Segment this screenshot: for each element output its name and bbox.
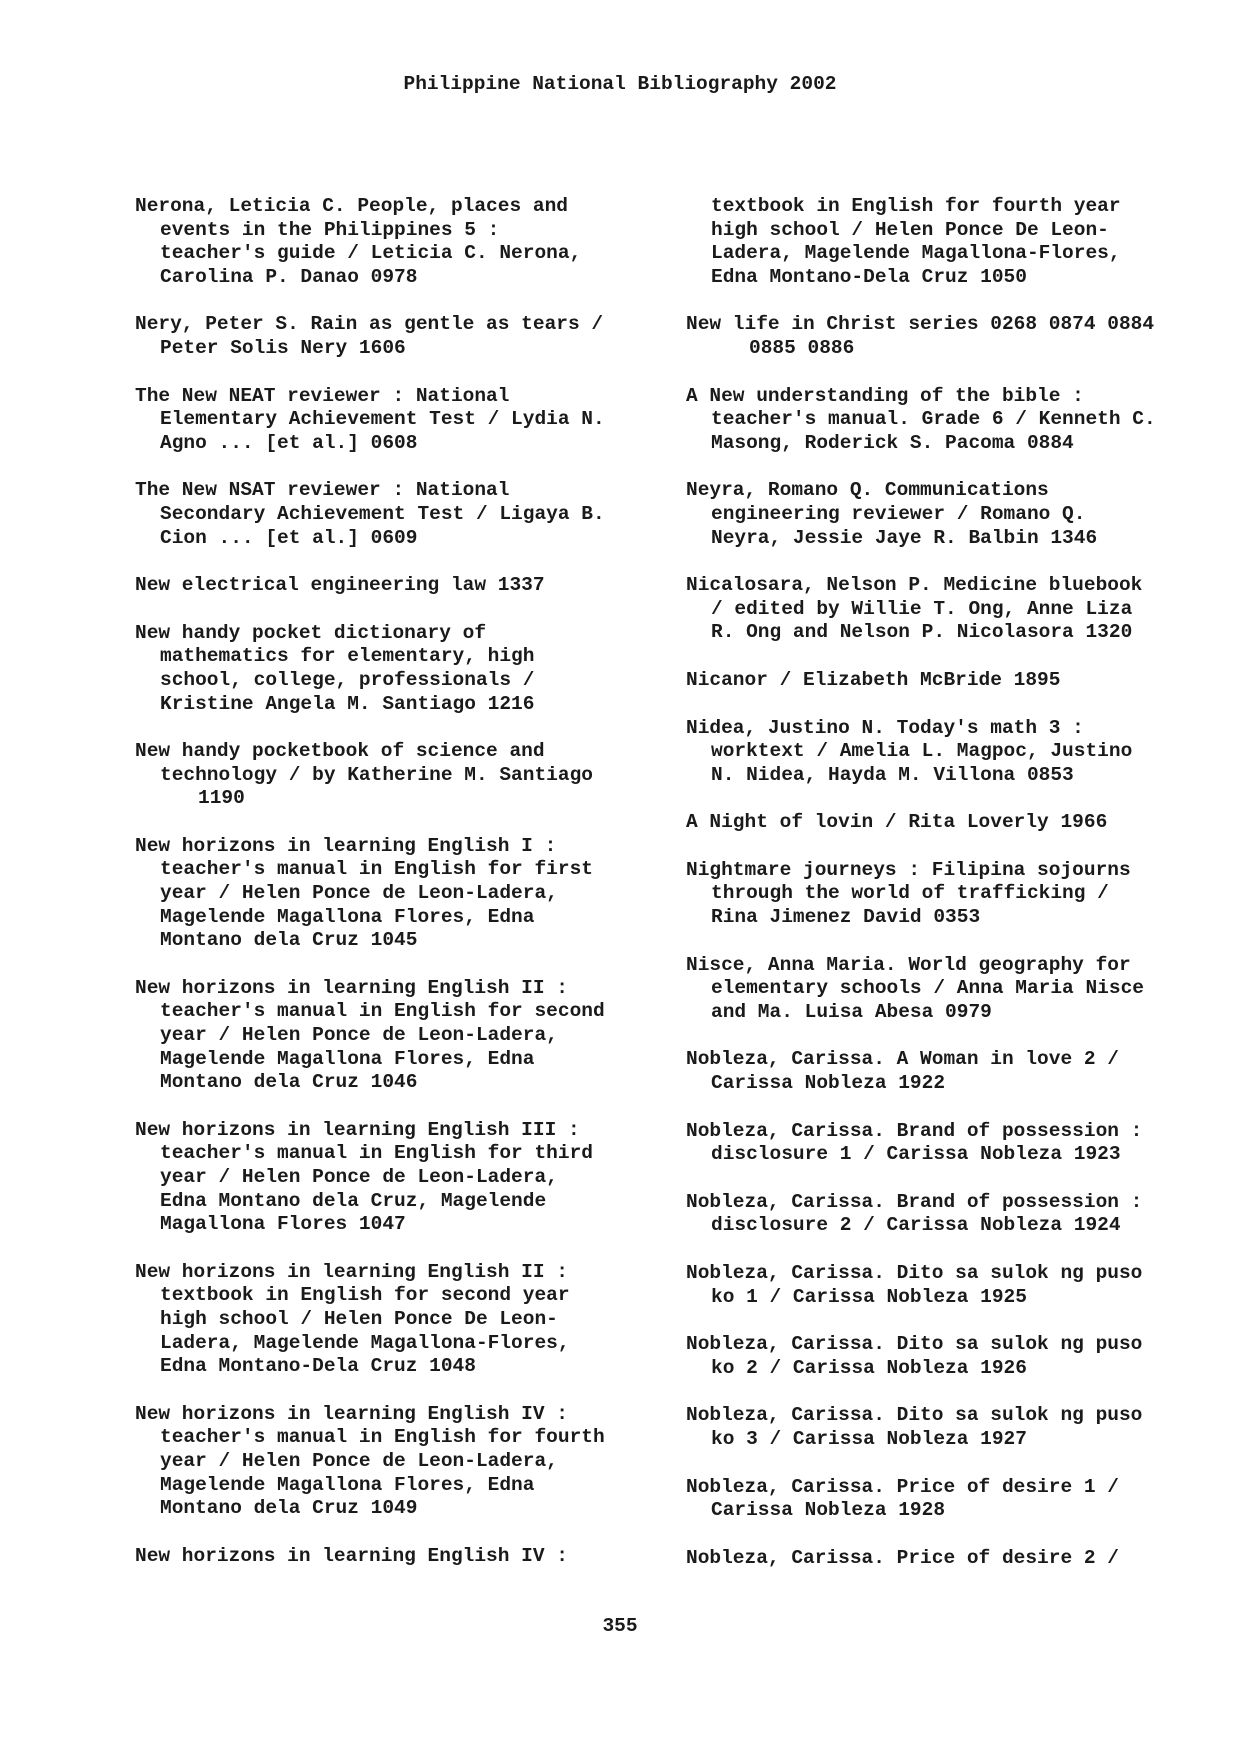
bibliography-entry [686, 1547, 1206, 1571]
entry-heading-line: A Night of lovin / Rita Loverly 1966 [686, 811, 1108, 834]
entry-line: high school / Helen Ponce De Leon- [711, 218, 1109, 241]
entry-heading-line: Nidea, Justino N. Today's math 3 : [686, 716, 1084, 739]
entry-heading-line: New handy pocket dictionary of [135, 621, 487, 644]
bibliography-entry [686, 313, 1206, 360]
entry-heading-line: New horizons in learning English II : [135, 1260, 568, 1283]
entry-line: Montano dela Cruz 1046 [160, 1071, 418, 1094]
entry-line: Rina Jimenez David 0353 [711, 906, 981, 929]
entry-line: teacher's manual. Grade 6 / Kenneth C. [711, 408, 1156, 431]
entry-heading-line: Nobleza, Carissa. Price of desire 1 / [686, 1475, 1119, 1498]
bibliography-entry [686, 385, 1206, 456]
entry-line: Montano dela Cruz 1045 [160, 929, 418, 952]
entry-heading-line: Nerona, Leticia C. People, places and [135, 195, 568, 217]
entry-heading-line: Nobleza, Carissa. Brand of possession : [686, 1119, 1143, 1142]
bibliography-entry [135, 1119, 655, 1237]
entry-heading-line: Nightmare journeys : Filipina sojourns [686, 858, 1131, 881]
entry-heading-line: New handy pocketbook of science and [135, 740, 545, 763]
bibliography-entry [135, 313, 655, 360]
right-column [686, 195, 1206, 1594]
bibliography-entry [135, 574, 655, 598]
bibliography-entry [686, 1048, 1206, 1095]
bibliography-entry [135, 1261, 655, 1379]
entry-line: technology / by Katherine M. Santiago [160, 763, 593, 786]
bibliography-entry [135, 1403, 655, 1521]
entry-line: teacher's manual in English for fourth [160, 1426, 605, 1449]
entry-line: year / Helen Ponce de Leon-Ladera, [160, 1024, 558, 1047]
entry-heading-line: Nobleza, Carissa. Dito sa sulok ng puso [686, 1404, 1143, 1427]
bibliography-entry [135, 977, 655, 1095]
entry-heading-line: Nobleza, Carissa. Brand of possession : [686, 1190, 1143, 1213]
entry-line: / edited by Willie T. Ong, Anne Liza [711, 597, 1133, 620]
entry-line: engineering reviewer / Romano Q. [711, 502, 1086, 525]
entry-line: Masong, Roderick S. Pacoma 0884 [711, 431, 1074, 454]
entry-line: Carolina P. Danao 0978 [160, 265, 418, 288]
bibliography-entry [686, 1404, 1206, 1451]
entry-heading-line: New life in Christ series 0268 0874 0884 [686, 313, 1155, 336]
entry-line: high school / Helen Ponce De Leon- [160, 1307, 558, 1330]
entry-line: ko 2 / Carissa Nobleza 1926 [711, 1356, 1027, 1379]
bibliography-entry [686, 811, 1206, 835]
entry-heading-line: Neyra, Romano Q. Communications [686, 479, 1049, 502]
entry-line: R. Ong and Nelson P. Nicolasora 1320 [711, 621, 1133, 644]
bibliography-entry [135, 195, 655, 289]
entry-line: mathematics for elementary, high [160, 645, 535, 668]
bibliography-entry [686, 859, 1206, 930]
entry-line: worktext / Amelia L. Magpoc, Justino [711, 740, 1133, 763]
entry-line: Ladera, Magelende Magallona-Flores, [711, 242, 1121, 265]
entry-line: textbook in English for second year [160, 1284, 570, 1307]
bibliography-entry [686, 1191, 1206, 1238]
entry-heading-line: Nisce, Anna Maria. World geography for [686, 953, 1131, 976]
entry-line: ko 1 / Carissa Nobleza 1925 [711, 1285, 1027, 1308]
entry-line: through the world of trafficking / [711, 882, 1109, 905]
entry-line: Edna Montano dela Cruz, Magelende [160, 1189, 547, 1212]
entry-line: disclosure 1 / Carissa Nobleza 1923 [711, 1143, 1121, 1166]
entry-line: Edna Montano-Dela Cruz 1050 [711, 265, 1027, 288]
entry-line: ko 3 / Carissa Nobleza 1927 [711, 1427, 1027, 1450]
entry-heading-line: A New understanding of the bible : [686, 384, 1084, 407]
entry-line: 0885 0886 [749, 336, 855, 359]
entry-line: year / Helen Ponce de Leon-Ladera, [160, 1166, 558, 1188]
entry-line: Magelende Magallona Flores, Edna [160, 1047, 535, 1070]
entry-line: teacher's manual in English for second [160, 1000, 605, 1023]
entry-line: Edna Montano-Dela Cruz 1048 [160, 1355, 476, 1378]
page-header-title: Philippine National Bibliography 2002 [403, 73, 837, 95]
entry-line: Magelende Magallona Flores, Edna [160, 905, 535, 928]
bibliography-entry [686, 717, 1206, 788]
bibliography-entry [135, 740, 655, 811]
entry-line: Secondary Achievement Test / Ligaya B. [160, 502, 605, 525]
entry-heading-line: New horizons in learning English IV : [135, 1402, 568, 1425]
entry-line: Neyra, Jessie Jaye R. Balbin 1346 [711, 526, 1098, 549]
entry-line: Montano dela Cruz 1049 [160, 1497, 418, 1520]
entry-heading-line: Nobleza, Carissa. Price of desire 2 / [686, 1546, 1119, 1569]
bibliography-entry [686, 1120, 1206, 1167]
entry-line: and Ma. Luisa Abesa 0979 [711, 1000, 992, 1023]
entry-heading-line: New electrical engineering law 1337 [135, 574, 545, 597]
bibliography-entry [686, 574, 1206, 645]
entry-line: teacher's manual in English for third [160, 1142, 593, 1165]
page-number: 355 [602, 1615, 638, 1637]
entry-line: Cion ... [et al.] 0609 [160, 526, 418, 549]
entry-line: teacher's guide / Leticia C. Nerona, [160, 242, 582, 265]
entry-line: teacher's manual in English for first [160, 858, 593, 881]
entry-heading-line: New horizons in learning English II : [135, 976, 568, 999]
entry-line: disclosure 2 / Carissa Nobleza 1924 [711, 1214, 1121, 1237]
bibliography-entry [686, 1476, 1206, 1523]
bibliography-entry [135, 385, 655, 456]
entry-heading-line: Nicanor / Elizabeth McBride 1895 [686, 668, 1061, 691]
entry-heading-line: Nicalosara, Nelson P. Medicine bluebook [686, 574, 1143, 597]
entry-line: Carissa Nobleza 1922 [711, 1072, 946, 1095]
bibliography-entry [686, 669, 1206, 693]
bibliography-entry [686, 479, 1206, 550]
entry-line: textbook in English for fourth year [711, 195, 1121, 217]
entry-line: Peter Solis Nery 1606 [160, 336, 406, 359]
bibliography-entry [686, 1262, 1206, 1309]
bibliography-entry [686, 1333, 1206, 1380]
entry-line: Kristine Angela M. Santiago 1216 [160, 692, 535, 715]
entry-line: school, college, professionals / [160, 668, 535, 691]
entry-line: Magelende Magallona Flores, Edna [160, 1473, 535, 1496]
entry-heading-line: New horizons in learning English I : [135, 834, 557, 857]
bibliography-entry [135, 622, 655, 716]
continued-entry [686, 195, 1206, 289]
entry-line: N. Nidea, Hayda M. Villona 0853 [711, 763, 1074, 786]
entry-heading-line: The New NEAT reviewer : National [135, 384, 510, 407]
entry-heading-line: Nobleza, Carissa. Dito sa sulok ng puso [686, 1333, 1143, 1356]
entry-line: Elementary Achievement Test / Lydia N. [160, 408, 605, 431]
entry-heading-line: New horizons in learning English IV : [135, 1544, 568, 1567]
entry-heading-line: The New NSAT reviewer : National [135, 479, 510, 502]
left-column [135, 195, 655, 1592]
bibliography-entry [135, 1545, 655, 1569]
entry-line: events in the Philippines 5 : [160, 218, 500, 241]
entry-line: year / Helen Ponce de Leon-Ladera, [160, 1449, 558, 1472]
entry-line: Magallona Flores 1047 [160, 1213, 406, 1236]
bibliography-entry [686, 954, 1206, 1025]
entry-line: Carissa Nobleza 1928 [711, 1499, 946, 1522]
bibliography-entry [135, 479, 655, 550]
entry-line: 1190 [198, 787, 245, 810]
bibliography-entry [135, 835, 655, 953]
entry-line: Agno ... [et al.] 0608 [160, 431, 418, 454]
entry-line: Ladera, Magelende Magallona-Flores, [160, 1331, 570, 1354]
entry-line: elementary schools / Anna Maria Nisce [711, 977, 1144, 1000]
entry-heading-line: Nobleza, Carissa. Dito sa sulok ng puso [686, 1262, 1143, 1284]
entry-heading-line: New horizons in learning English III : [135, 1118, 580, 1141]
entry-line: year / Helen Ponce de Leon-Ladera, [160, 882, 558, 905]
entry-heading-line: Nery, Peter S. Rain as gentle as tears / [135, 313, 604, 336]
entry-heading-line: Nobleza, Carissa. A Woman in love 2 / [686, 1048, 1119, 1071]
